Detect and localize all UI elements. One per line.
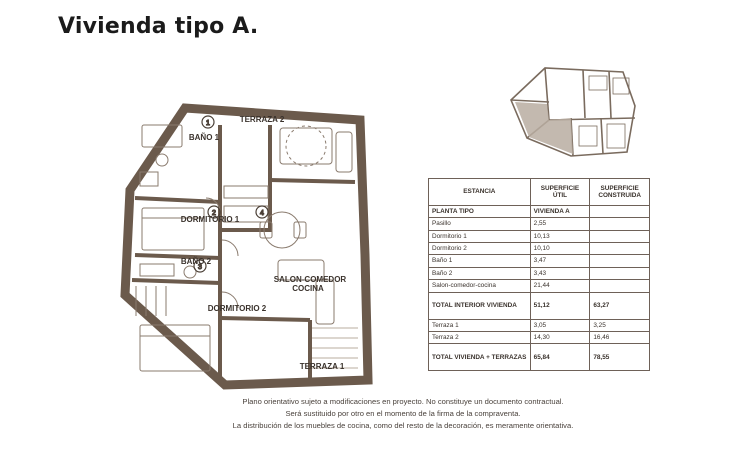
svg-text:BAÑO 1: BAÑO 1 xyxy=(188,133,220,142)
floor-plan-drawing xyxy=(110,80,410,400)
subheader-empty xyxy=(590,206,650,218)
highlighted-unit xyxy=(515,102,573,154)
interior-floor xyxy=(132,115,362,379)
header-estancia: ESTANCIA xyxy=(429,179,531,206)
cell-estancia: TOTAL INTERIOR VIVIENDA xyxy=(429,292,531,319)
cell-estancia: Baño 1 xyxy=(429,255,531,267)
svg-text:3: 3 xyxy=(198,264,202,271)
cell-superficie-construida: 78,55 xyxy=(590,344,650,371)
cell-superficie-util: 3,05 xyxy=(530,319,590,331)
svg-text:BAÑO 2: BAÑO 2 xyxy=(180,257,212,266)
table-body xyxy=(429,206,650,371)
page-title: Vivienda tipo A. xyxy=(58,14,259,39)
table-row xyxy=(429,255,650,267)
svg-text:DORMITORIO 1: DORMITORIO 1 xyxy=(180,215,240,224)
cell-superficie-util: 3,47 xyxy=(530,255,590,267)
cell-superficie-construida xyxy=(590,267,650,279)
table-row xyxy=(429,331,650,343)
svg-text:SALON-COMEDOR: SALON-COMEDOR xyxy=(273,275,347,284)
svg-text:1: 1 xyxy=(206,120,210,127)
building-key-plan xyxy=(505,60,645,175)
disclaimer-line-3: La distribución de los muebles de cocina, como del resto de la decoración, es meramente orientativa. xyxy=(232,420,574,430)
cell-superficie-util: 10,13 xyxy=(530,230,590,242)
svg-text:TERRAZA 2: TERRAZA 2 xyxy=(239,115,285,124)
table-row xyxy=(429,344,650,371)
disclaimer-line-1: Plano orientativo sujeto a modificaciones en proyecto. No constituye un documento contractual. xyxy=(242,397,564,406)
table-row xyxy=(429,292,650,319)
subheader-vivienda: VIVIENDA A xyxy=(530,206,590,218)
header-superficie-construida: SUPERFICIE CONSTRUIDA xyxy=(590,179,650,206)
cell-estancia: Dormitorio 2 xyxy=(429,243,531,255)
table-row xyxy=(429,230,650,242)
cell-superficie-util: 10,10 xyxy=(530,243,590,255)
cell-estancia: Baño 2 xyxy=(429,267,531,279)
cell-superficie-construida xyxy=(590,243,650,255)
cell-estancia: Salon-comedor-cocina xyxy=(429,280,531,292)
cell-superficie-construida xyxy=(590,280,650,292)
disclaimer xyxy=(168,396,638,431)
subheader-planta-tipo: PLANTA TIPO xyxy=(429,206,531,218)
cell-estancia: Terraza 2 xyxy=(429,331,531,343)
cell-superficie-construida: 3,25 xyxy=(590,319,650,331)
cell-superficie-construida xyxy=(590,230,650,242)
svg-text:4: 4 xyxy=(260,210,264,217)
svg-text:DORMITORIO 2: DORMITORIO 2 xyxy=(207,304,267,313)
cell-superficie-util: 21,44 xyxy=(530,280,590,292)
table-row xyxy=(429,218,650,230)
cell-superficie-construida: 63,27 xyxy=(590,292,650,319)
cell-superficie-util: 2,55 xyxy=(530,218,590,230)
cell-estancia: Pasillo xyxy=(429,218,531,230)
cell-estancia: TOTAL VIVIENDA + TERRAZAS xyxy=(429,344,531,371)
cell-estancia: Dormitorio 1 xyxy=(429,230,531,242)
svg-text:COCINA: COCINA xyxy=(292,284,324,293)
cell-superficie-construida: 16,46 xyxy=(590,331,650,343)
cell-superficie-util: 14,30 xyxy=(530,331,590,343)
cell-estancia: Terraza 1 xyxy=(429,319,531,331)
areas-table xyxy=(428,178,650,371)
disclaimer-line-2: Será sustituido por otro en el momento de la firma de la compraventa. xyxy=(285,408,521,418)
table-row xyxy=(429,243,650,255)
cell-superficie-construida xyxy=(590,218,650,230)
svg-text:2: 2 xyxy=(212,210,216,217)
svg-text:TERRAZA 1: TERRAZA 1 xyxy=(299,362,345,371)
table-row xyxy=(429,267,650,279)
table-header-row xyxy=(429,179,650,206)
table-subheader-row xyxy=(429,206,650,218)
cell-superficie-util: 51,12 xyxy=(530,292,590,319)
header-superficie-util: SUPERFICIE ÚTIL xyxy=(530,179,590,206)
table-row xyxy=(429,280,650,292)
cell-superficie-construida xyxy=(590,255,650,267)
cell-superficie-util: 65,84 xyxy=(530,344,590,371)
cell-superficie-util: 3,43 xyxy=(530,267,590,279)
table-row xyxy=(429,319,650,331)
